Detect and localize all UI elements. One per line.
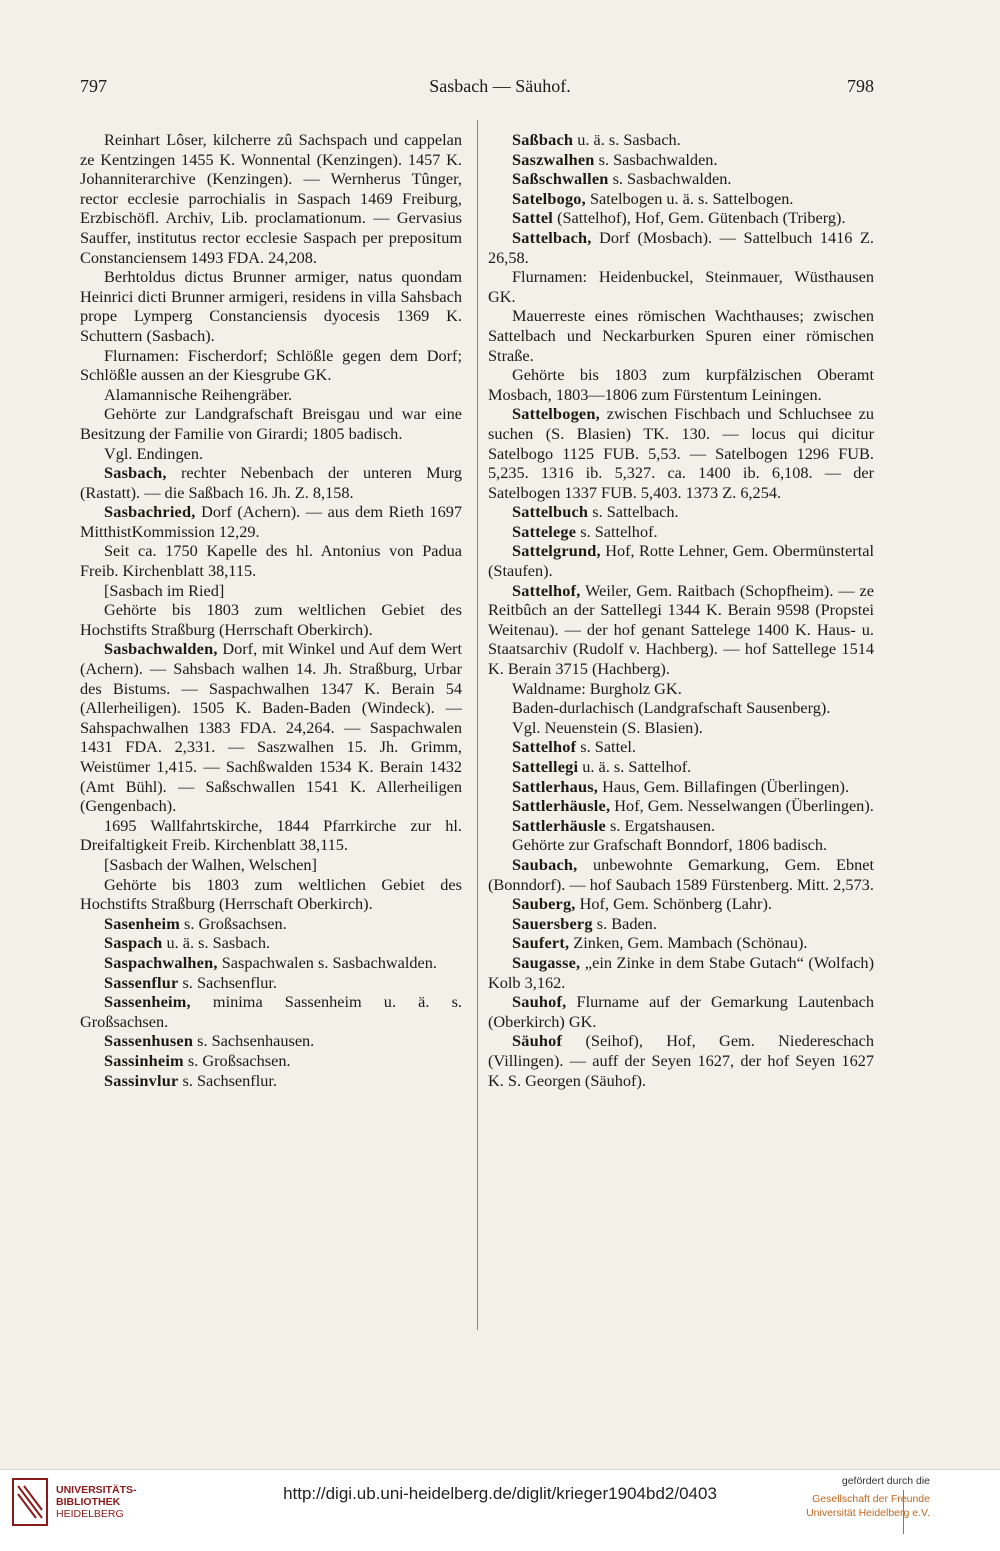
entry: Sattlerhäusle, Hof, Gem. Nesselwangen (Überlingen). xyxy=(512,796,874,816)
entry: Sassenflur s. Sachsenflur. xyxy=(104,972,277,992)
entry: Saugasse, „ein Zinke in dem Stabe Gutach“ (Wolfach) Kolb 3,162. xyxy=(488,952,874,992)
entry: Saufert, Zinken, Gem. Mambach (Schönau). xyxy=(512,933,808,953)
paragraph: Gehörte bis 1803 zum weltlichen Gebiet des Hochstifts Straßburg (Herrschaft Oberkirch). xyxy=(80,600,462,639)
paragraph: Gehörte zur Grafschaft Bonndorf, 1806 badisch. xyxy=(512,835,828,855)
entry: Sattelhof s. Sattel. xyxy=(512,737,636,757)
paragraph: Flurnamen: Heidenbuckel, Steinmauer, Wüsthausen GK. xyxy=(488,267,874,306)
paragraph: Waldname: Burgholz GK. xyxy=(512,678,682,698)
entry: Sattelgrund, Hof, Rotte Lehner, Gem. Obermünstertal (Staufen). xyxy=(488,541,874,581)
entry: Saßschwallen s. Sasbachwalden. xyxy=(512,169,732,189)
entry: Saszwalhen s. Sasbachwalden. xyxy=(512,149,718,169)
paragraph: Mauerreste eines römischen Wachthauses; zwischen Sattelbach und Neckarburken Spuren einer römischen Straße. xyxy=(488,306,874,365)
entry-headword: Saugasse, xyxy=(512,952,581,972)
running-header: Sasbach — Säuhof. xyxy=(429,76,571,96)
entry: Sauhof, Flurname auf der Gemarkung Lautenbach (Oberkirch) GK. xyxy=(488,992,874,1031)
entry-headword: Satelbogo, xyxy=(512,188,586,208)
library-name: UNIVERSITÄTS- BIBLIOTHEK HEIDELBERG xyxy=(56,1484,137,1520)
entry-headword: Saufert, xyxy=(512,933,570,953)
entry: Saspachwalhen, Saspachwalen s. Sasbachwalden. xyxy=(104,952,437,972)
entry: Sassenheim, minima Sassenheim u. ä. s. Großsachsen. xyxy=(80,992,462,1031)
page-number-left: 797 xyxy=(80,76,107,96)
paragraph: Baden-durlachisch (Landgrafschaft Sausenberg). xyxy=(512,698,831,718)
entry: Säuhof (Seihof), Hof, Gem. Niedereschach (Villingen). — auff der Seyen 1627, der hof Seyen 1627 K. S. Georgen (Säuhof). xyxy=(488,1031,874,1090)
entry-headword: Sattlerhäusle xyxy=(512,815,606,835)
entry: Sauberg, Hof, Gem. Schönberg (Lahr). xyxy=(512,894,772,914)
paragraph: Vgl. Neuenstein (S. Blasien). xyxy=(512,717,703,737)
entry-headword: Sattelgrund, xyxy=(512,541,601,561)
document-url-link[interactable]: http://digi.ub.uni-heidelberg.de/diglit/krieger1904bd2/0403 xyxy=(283,1484,717,1503)
entry-headword: Saszwalhen xyxy=(512,149,595,169)
paragraph: [Sasbach im Ried] xyxy=(104,580,225,600)
entry: Sasbachried, Dorf (Achern). — aus dem Rieth 1697 MitthistKommission 12,29. xyxy=(80,502,462,541)
entry: Sassenhusen s. Sachsenhausen. xyxy=(104,1031,315,1051)
entry-headword: Sattelhof, xyxy=(512,580,581,600)
page-number-right: 798 xyxy=(847,76,874,96)
entry-headword: Sattelege xyxy=(512,521,577,541)
entry-headword: Sassenheim, xyxy=(104,992,191,1012)
entry-headword: Sasenheim xyxy=(104,913,180,933)
paragraph: Reinhart Lôser, kilcherre zû Sachspach und cappelan ze Kentzingen 1455 K. Wonnental (Kenzingen). 1457 K. Johanniterarchive (Kenzingen). — Wernherus Tûnger, rector ecclesie parrochialis in Saspach 1469 Freiburg, Erzbischöfl. Archiv, Lib. proclamationum. — Gervasius Sauffer, institutus rector ecclesie Saspach per prepositum Constanciensem 1493 FDA. 24,208. xyxy=(80,130,462,267)
paragraph: Vgl. Endingen. xyxy=(104,443,204,463)
paragraph: Flurnamen: Fischerdorf; Schlößle gegen dem Dorf; Schlößle aussen an der Kiesgrube GK. xyxy=(80,345,462,385)
entry: Satelbogo, Satelbogen u. ä. s. Sattelbogen. xyxy=(512,188,794,208)
paragraph: Gehörte zur Landgrafschaft Breisgau und war eine Besitzung der Familie von Girardi; 1805 badisch. xyxy=(80,404,462,443)
entry: Sattelbogen, zwischen Fischbach und Schluchsee zu suchen (S. Blasien) TK. 130. — locus qui dicitur Satelbogo 1125 FUB. 5,53. — Satelbogen 1296 FUB. 5,235. 1316 ib. 5,327. ca. 1400 ib. 6,108. — der Satelbogen 1337 FUB. 5,403. 1373 Z. 6,254. xyxy=(488,404,874,502)
entry: Sasbachwalden, Dorf, mit Winkel und Auf dem Wert (Achern). — Sahsbach walhen 14. Jh. Straßburg, Urbar des Bistums. — Saspachwalhen 1347 K. Berain 54 (Allerheiligen). 1505 K. Baden-Baden (Windeck). — Sahspachwalhen 1383 FDA. 24,264. — Saspachwalen 1431 FDA. 2,331. — Saszwalhen 15. Jh. Grimm, Weistümer 1,415. — Sachßwalden 1534 K. Berain 1432 (Amt Bühl). — Saßschwallen 1541 K. Allerheiligen (Gengenbach). xyxy=(80,639,462,816)
entry-headword: Saßbach xyxy=(512,130,574,149)
footer-bar xyxy=(0,1469,1000,1551)
paragraph: Gehörte bis 1803 zum kurpfälzischen Oberamt Mosbach, 1803—1806 zum Fürstentum Leiningen. xyxy=(488,365,874,404)
entry: Sattelbach, Dorf (Mosbach). — Sattelbuch 1416 Z. 26,58. xyxy=(488,227,874,267)
entry: Sattellegi u. ä. s. Sattelhof. xyxy=(512,757,692,776)
paragraph: Alamannische Reihengräber. xyxy=(104,384,293,404)
right-column xyxy=(488,130,874,1090)
column-divider xyxy=(477,120,478,1330)
entry-headword: Saubach, xyxy=(512,854,578,874)
paragraph: [Sasbach der Walhen, Welschen] xyxy=(104,854,317,874)
entry: Sassinvlur s. Sachsenflur. xyxy=(104,1070,277,1090)
entry-headword: Sauhof, xyxy=(512,992,567,1012)
entry-headword: Saspachwalhen, xyxy=(104,952,218,972)
entry: Saspach u. ä. s. Sasbach. xyxy=(104,933,271,953)
entry-headword: Sattlerhaus, xyxy=(512,776,599,796)
entry: Sattelbuch s. Sattelbach. xyxy=(512,502,679,522)
paragraph: Berhtoldus dictus Brunner armiger, natus quondam Heinrici dicti Brunner armigeri, residens in villa Sahsbach prope Lymperg Constanciensis dyocesis 1369 K. Schuttern (Sasbach). xyxy=(80,267,462,345)
entry-headword: Säuhof xyxy=(512,1031,563,1051)
entry-headword: Sattelbuch xyxy=(512,502,589,522)
entry: Saßbach u. ä. s. Sasbach. xyxy=(512,130,681,149)
entry-headword: Sattlerhäusle, xyxy=(512,796,611,816)
entry: Sassinheim s. Großsachsen. xyxy=(104,1050,291,1070)
sponsor-block: gefördert durch die Gesellschaft der Freunde Universität Heidelberg e.V. xyxy=(806,1475,930,1519)
entry: Saubach, unbewohnte Gemarkung, Gem. Ebnet (Bonndorf). — hof Saubach 1589 Fürstenberg. Mitt. 2,573. xyxy=(488,854,874,894)
entry-headword: Sattelbach, xyxy=(512,227,592,247)
entry-headword: Sasbachwalden, xyxy=(104,639,218,659)
entry-headword: Sassenhusen xyxy=(104,1031,194,1051)
entry: Sattelhof, Weiler, Gem. Raitbach (Schopfheim). — ze Reitbûch an der Sattellegi 1344 K. Berain 9598 (Propstei Weitenau). — der hof genant Sattelege 1400 K. Haus- u. Staatsarchiv (Rudolf v. Hachberg). — hof Sattellege 1514 K. Berain 3715 (Hachberg). xyxy=(488,580,874,679)
entry: Sauersberg s. Baden. xyxy=(512,913,657,933)
entry-headword: Sattelhof xyxy=(512,737,577,757)
paragraph: Seit ca. 1750 Kapelle des hl. Antonius von Padua Freib. Kirchenblatt 38,115. xyxy=(80,541,462,581)
entry: Sattlerhäusle s. Ergatshausen. xyxy=(512,815,716,835)
paragraph: Gehörte bis 1803 zum weltlichen Gebiet des Hochstifts Straßburg (Herrschaft Oberkirch). xyxy=(80,874,462,914)
entry-headword: Sassinvlur xyxy=(104,1070,179,1090)
paragraph: 1695 Wallfahrtskirche, 1844 Pfarrkirche zur hl. Dreifaltigkeit Freib. Kirchenblatt 38,115. xyxy=(80,815,462,855)
entry-headword: Sattellegi xyxy=(512,757,579,776)
entry: Sattel (Sattelhof), Hof, Gem. Gütenbach (Triberg). xyxy=(512,208,846,228)
entry-headword: Sauersberg xyxy=(512,913,593,933)
entry-headword: Sassinheim xyxy=(104,1050,184,1070)
entry-headword: Sattel xyxy=(512,208,553,228)
entry-headword: Sasbach, xyxy=(104,463,167,483)
entry: Sasenheim s. Großsachsen. xyxy=(104,913,287,933)
entry-headword: Sauberg, xyxy=(512,894,576,914)
entry-headword: Saßschwallen xyxy=(512,169,609,189)
entry-headword: Sassenflur xyxy=(104,972,179,992)
left-column xyxy=(80,130,462,1090)
entry: Sasbach, rechter Nebenbach der unteren Murg (Rastatt). — die Saßbach 16. Jh. Z. 8,158. xyxy=(80,463,462,502)
entry-headword: Sasbachried, xyxy=(104,502,196,522)
entry: Sattlerhaus, Haus, Gem. Billafingen (Überlingen). xyxy=(512,776,850,796)
entry: Sattelege s. Sattelhof. xyxy=(512,521,658,541)
entry-headword: Sattelbogen, xyxy=(512,404,600,424)
entry-headword: Saspach xyxy=(104,933,163,953)
